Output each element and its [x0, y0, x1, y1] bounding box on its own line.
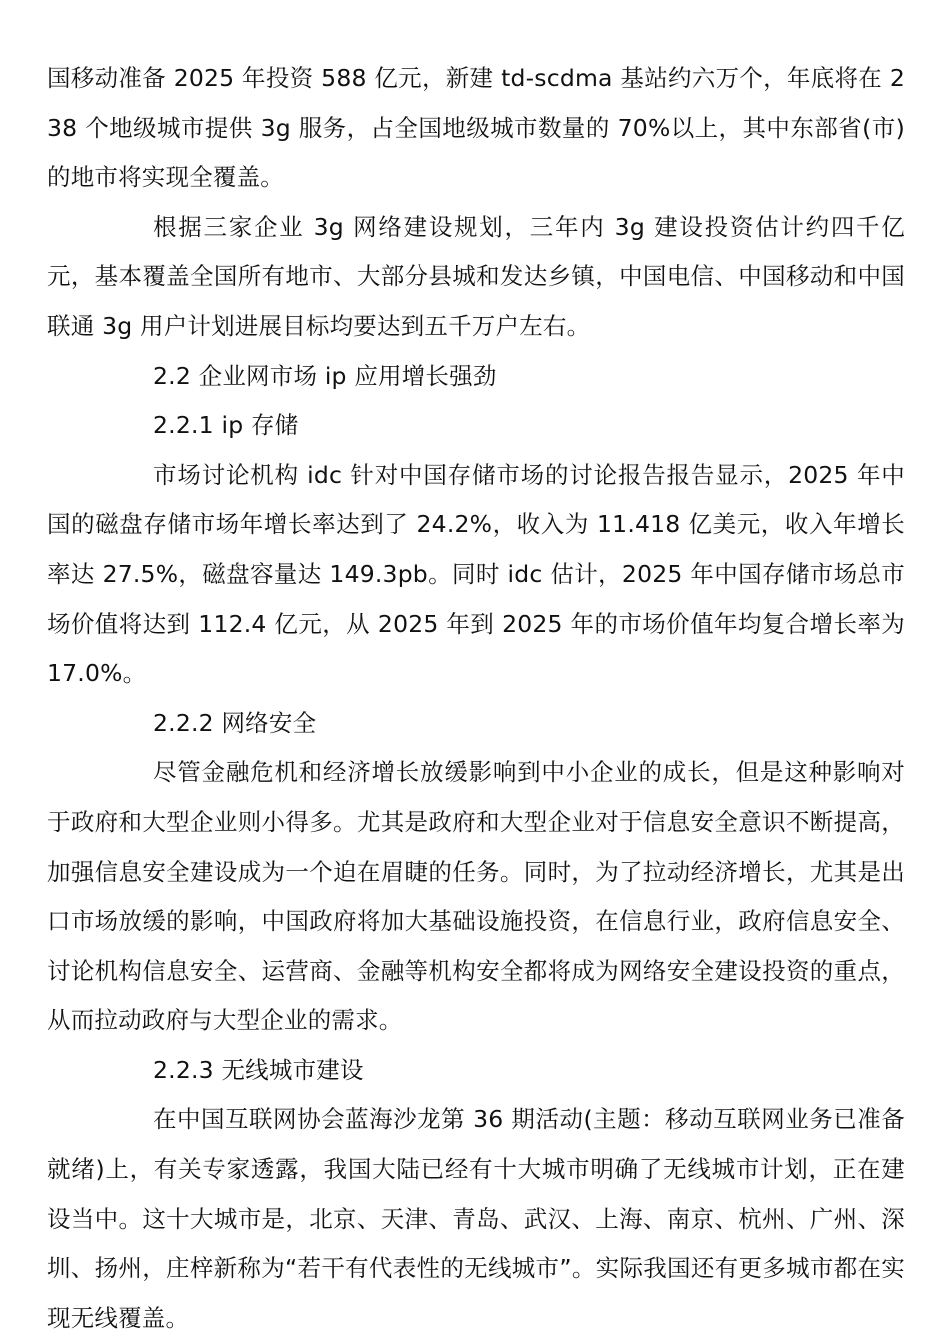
section-heading-2-2: 2.2 企业网市场 ip 应用增长强劲: [153, 361, 497, 390]
section-heading-2-2-2: 2.2.2 网络安全: [153, 708, 317, 737]
section-heading-2-2-1: 2.2.1 ip 存储: [153, 411, 299, 440]
paragraph-3g-investment-plan: 根据三家企业 3g 网络建设规划，三年内 3g 建设投资估计约四千亿元，基本覆盖全国所有地市、大部分县城和发达乡镇，中国电信、中国移动和中国联通 3g 用户计划进展目标均要达到五千万户左右。: [47, 212, 905, 340]
section-heading-2-2-3: 2.2.3 无线城市建设: [153, 1055, 364, 1084]
paragraph-continued-from-previous-page: 国移动准备 2025 年投资 588 亿元，新建 td-scdma 基站约六万个，年底将在 238 个地级城市提供 3g 服务，占全国地级城市数量的 70%以上，其中东部省(市)的地市将实现全覆盖。: [47, 64, 905, 192]
paragraph-ip-storage: 市场讨论机构 idc 针对中国存储市场的讨论报告报告显示，2025 年中国的磁盘存储市场年增长率达到了 24.2%，收入为 11.418 亿美元，收入年增长率达 27.5%，磁盘容量达 149.3pb。同时 idc 估计，2025 年中国存储市场总市场价值将达到 112.4 亿元，从 2025 年到 2025 年的市场价值年均复合增长率为 17.0%。: [47, 460, 905, 688]
paragraph-wireless-city: 在中国互联网协会蓝海沙龙第 36 期活动(主题：移动互联网业务已准备就绪)上，有关专家透露，我国大陆已经有十大城市明确了无线城市计划，正在建设当中。这十大城市是，北京、天津、青岛、武汉、上海、南京、杭州、广州、深圳、扬州，庄梓新称为“若干有代表性的无线城市”。实际我国还有更多城市都在实现无线覆盖。: [47, 1105, 905, 1332]
document-body: [47, 54, 905, 1343]
paragraph-network-security: 尽管金融危机和经济增长放缓影响到中小企业的成长，但是这种影响对于政府和大型企业则小得多。尤其是政府和大型企业对于信息安全意识不断提高，加强信息安全建设成为一个迫在眉睫的任务。同时，为了拉动经济增长，尤其是出口市场放缓的影响，中国政府将加大基础设施投资，在信息行业，政府信息安全、讨论机构信息安全、运营商、金融等机构安全都将成为网络安全建设投资的重点，从而拉动政府与大型企业的需求。: [47, 758, 905, 1035]
